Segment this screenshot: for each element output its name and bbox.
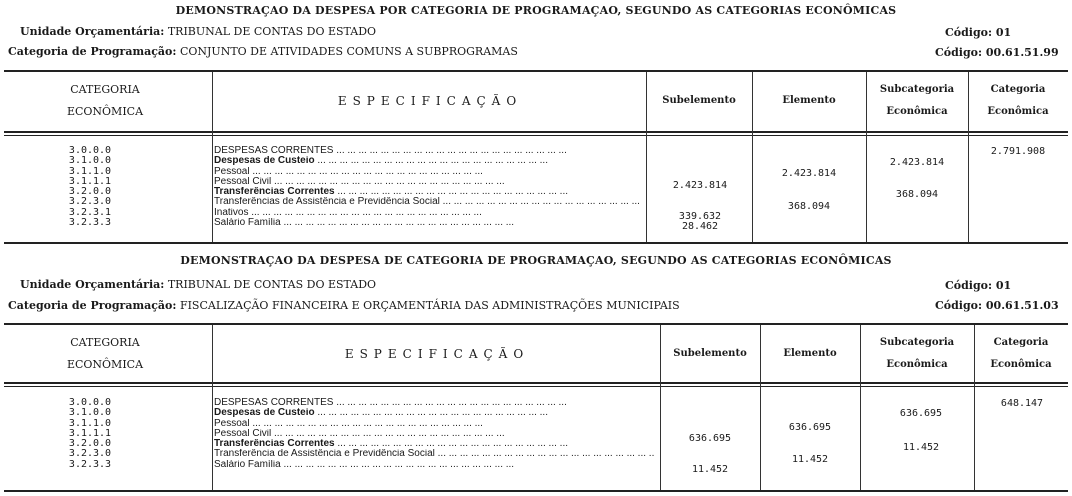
row-code: 3.1.1.1 [68,175,112,187]
header-text: Subcategoria [879,337,955,348]
categoria-line [8,45,518,58]
unidade-label: Unidade Orçamentária: [20,25,165,38]
unidade-label: Unidade Orçamentária: [20,278,165,291]
subelemento-value: 11.452 [691,464,729,475]
row-spec: DESPESAS CORRENTES ... . [214,146,640,156]
table-title: DEMONSTRAÇAO DA DESPESA DE CATEGORIA DE PROGRAMAÇAO, SEGUNDO AS CATEGORIAS ECONÔMICAS [180,254,892,267]
header-text: Econômica [886,106,948,117]
row-code: 3.2.3.0 [68,196,112,208]
categoria-label: Categoria de Programação: [8,45,177,58]
header-categoria-economica-valor [968,79,1068,123]
subcategoria-value: 2.423.814 [889,157,945,168]
row-code: 3.1.0.0 [68,407,112,419]
elemento-value: 368.094 [787,201,831,212]
unidade-line [20,25,376,38]
header-categoria-economica [30,79,180,123]
unidade-value: TRIBUNAL DE CONTAS DO ESTADO [167,25,377,38]
categoria-value: FISCALIZAÇÃO FINANCEIRA E ORÇAMENTÁRIA DAS ADMINISTRAÇÕES MUNICIPAIS [179,299,680,312]
codigo-unidade: Código: 01 [945,279,1012,292]
row-spec: DESPESAS CORRENTES ... . [214,398,654,408]
row-code: 3.2.3.3 [68,458,112,470]
codigo-unidade: Código: 01 [945,26,1012,39]
header-text: Econômica [990,359,1052,370]
header-text: Subcategoria [879,84,955,95]
table-top-rule [4,70,1068,72]
spec-column [214,146,640,228]
categoria-label: Categoria de Programação: [8,299,177,312]
header-subcategoria-economica [866,79,968,123]
row-code: 3.2.0.0 [68,438,112,450]
header-subelemento: Subelemento [662,95,736,106]
row-spec: Despesas de Custeio ... . [214,408,654,418]
row-spec: Transferências Correntes ... . [214,187,640,197]
row-code: 3.2.3.0 [68,448,112,460]
header-elemento: Elemento [783,348,837,359]
subelemento-value: 2.423.814 [672,180,728,191]
codes-column [40,146,140,228]
subcategoria-value: 636.695 [899,408,943,419]
header-text: Categoria [993,337,1049,348]
codes-column [40,398,140,470]
subelemento-value: 636.695 [688,433,732,444]
header-bottom-rule [4,382,1068,384]
header-text: ECONÔMICA [66,358,144,371]
row-spec: Inativos ... . [214,208,640,218]
header-text: ECONÔMICA [66,105,144,118]
header-bottom-rule-2 [4,135,1068,136]
header-text: CATEGORIA [70,83,140,96]
header-bottom-rule-2 [4,386,1068,387]
table-bottom-rule [4,490,1068,492]
subcategoria-value: 368.094 [895,189,939,200]
row-spec: Salário Família ... . [214,218,640,228]
categoria-value: CONJUNTO DE ATIVIDADES COMUNS A SUBPROGRAMAS [179,45,518,58]
table-top-rule [4,323,1068,325]
categoria-total-value: 2.791.908 [990,146,1046,157]
row-spec: Pessoal Civil ... . [214,429,654,439]
row-code: 3.2.3.1 [68,206,112,218]
row-code: 3.1.1.0 [68,417,112,429]
unidade-line [20,278,376,291]
row-spec: Transferência de Assistência e Previdência Social ... . [214,449,654,459]
table-title: DEMONSTRAÇAO DA DESPESA POR CATEGORIA DE PROGRAMAÇAO, SEGUNDO AS CATEGORIAS ECONÔMICAS [175,4,897,17]
table-section-2 [0,250,1072,496]
codigo-programa: Código: 00.61.51.99 [935,46,1059,59]
header-subelemento: Subelemento [673,348,747,359]
row-spec: Transferências de Assistência e Previdência Social ... . [214,197,640,207]
elemento-value: 636.695 [788,422,832,433]
codigo-programa: Código: 00.61.51.03 [935,299,1059,312]
row-code: 3.1.1.1 [68,427,112,439]
subcategoria-value: 11.452 [902,442,940,453]
header-subcategoria-economica [860,332,974,376]
subelemento-value: 28.462 [681,221,719,232]
categoria-line [8,299,680,312]
categoria-total-value: 648.147 [1000,398,1044,409]
col-divider [212,72,213,242]
header-especificacao: ESPECIFICAÇÃO [344,347,530,361]
header-categoria-economica-valor [974,332,1068,376]
header-especificacao: ESPECIFICAÇÃO [337,94,523,108]
spec-column [214,398,654,470]
header-elemento: Elemento [782,95,836,106]
header-categoria-economica [30,332,180,376]
elemento-value: 11.452 [791,454,829,465]
unidade-value: TRIBUNAL DE CONTAS DO ESTADO [167,278,377,291]
header-bottom-rule [4,131,1068,133]
col-divider [212,325,213,490]
row-code: 3.0.0.0 [68,397,112,408]
row-code: 3.1.1.0 [68,165,112,177]
header-text: Econômica [886,359,948,370]
row-spec: Salário Família ... . [214,460,654,470]
elemento-value: 2.423.814 [781,168,837,179]
table-bottom-rule [4,242,1068,244]
row-spec: Pessoal ... . [214,419,654,429]
header-text: CATEGORIA [70,336,140,349]
row-spec: Despesas de Custeio ... . [214,156,640,166]
row-code: 3.0.0.0 [68,145,112,156]
header-text: Econômica [987,106,1049,117]
row-spec: Pessoal ... . [214,167,640,177]
row-code: 3.2.0.0 [68,186,112,198]
row-spec: Pessoal Civil ... . [214,177,640,187]
row-code: 3.1.0.0 [68,155,112,167]
row-code: 3.2.3.3 [68,217,112,229]
subelemento-value: 339.632 [678,211,722,222]
header-text: Categoria [990,84,1046,95]
row-spec: Transferências Correntes ... . [214,439,654,449]
